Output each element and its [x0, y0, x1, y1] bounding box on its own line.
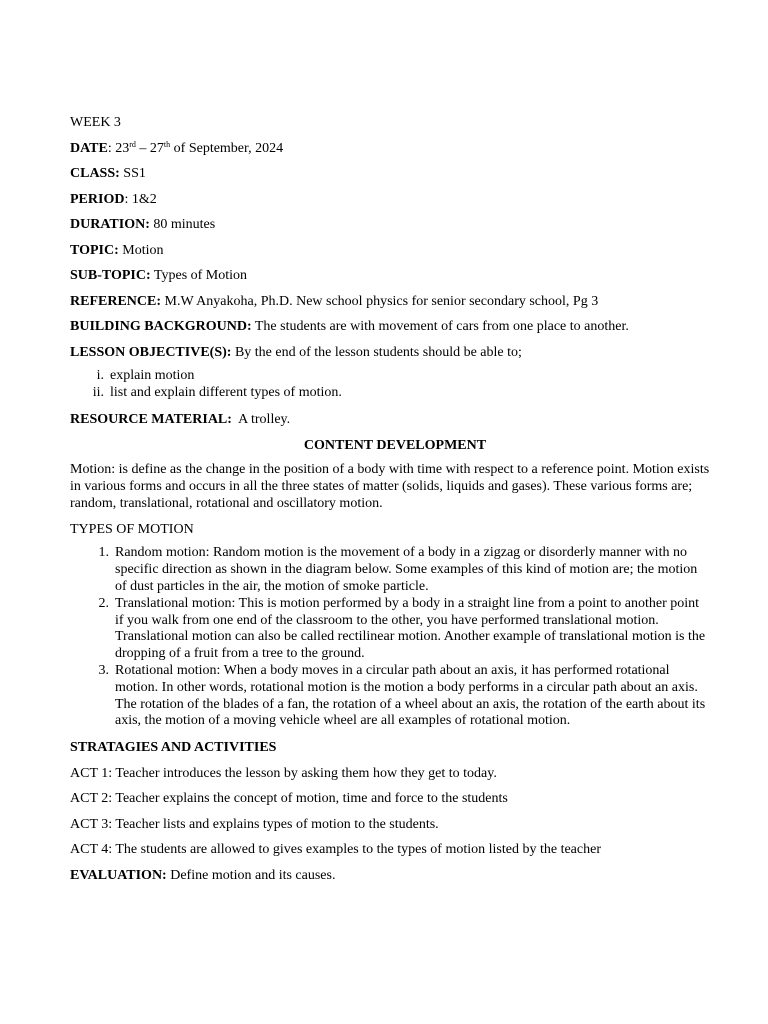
evaluation-label: EVALUATION:	[70, 867, 167, 883]
class-value: SS1	[119, 166, 146, 181]
date-label: DATE	[70, 140, 108, 156]
list-item-number: 2.	[98, 595, 109, 611]
reference-line	[70, 293, 710, 310]
motion-definition-paragraph: Motion: is define as the change in the position of a body with time with respect to a reference point. Motion exists in various forms and occurs in all the three states of matter (solids, liquids and gases). These various forms are; random, translational, rotational and oscillatory motion.	[70, 462, 710, 511]
class-line	[70, 165, 710, 182]
activity-line: ACT 1: Teacher introduces the lesson by asking them how they get to today.	[70, 765, 497, 781]
content-development-heading: CONTENT DEVELOPMENT	[303, 437, 487, 453]
list-item-text: list and explain different types of motion.	[110, 384, 342, 400]
period-label: PERIOD	[70, 191, 125, 207]
date-suffix-start: rd	[129, 139, 136, 149]
building-background-value: The students are with movement of cars from one place to another.	[251, 319, 629, 334]
list-item	[70, 368, 710, 385]
list-item-number: 1.	[98, 545, 109, 561]
duration-value: 80 minutes	[149, 217, 216, 232]
activity-line: ACT 3: Teacher lists and explains types of motion to the students.	[70, 816, 439, 832]
list-item-number: 3.	[98, 662, 109, 678]
topic-value: Motion	[118, 242, 164, 258]
resource-material-line	[70, 411, 710, 428]
reference-label: REFERENCE:	[70, 293, 162, 309]
reference-value: M.W Anyakoha, Ph.D. New school physics for senior secondary school, Pg 3	[161, 293, 599, 309]
date-day-end: 27	[149, 140, 164, 156]
list-item	[70, 545, 710, 595]
subtopic-line	[70, 267, 710, 284]
resource-material-value: A trolley.	[231, 412, 291, 427]
lesson-objective-line	[70, 344, 710, 361]
list-item	[70, 385, 710, 402]
list-item-number: i.	[96, 368, 104, 383]
activity-line: ACT 4: The students are allowed to gives examples to the types of motion listed by the teacher	[70, 842, 601, 858]
list-item-text: Rotational motion: When a body moves in a circular path about an axis, it has performed rotational motion. In other words, rotational motion is the motion a body performs in a circular path about an axis. The rotation of the blades of a fan, the rotation of a wheel about an axis, the rotation of the earth about its axis, the motion of a moving vehicle wheel are all examples of rotational motion.	[115, 662, 706, 729]
building-background-line	[70, 318, 710, 335]
date-line	[70, 140, 710, 157]
types-of-motion-heading: TYPES OF MOTION	[70, 521, 194, 537]
duration-label: DURATION:	[70, 217, 150, 232]
evaluation-line	[70, 867, 710, 884]
week-line: WEEK 3	[70, 115, 121, 130]
activity-line: ACT 2: Teacher explains the concept of motion, time and force to the students	[70, 791, 508, 807]
date-day-start: 23	[115, 140, 130, 156]
period-line	[70, 191, 710, 208]
types-of-motion-list	[70, 545, 710, 730]
lesson-objective-value: By the end of the lesson students should be able to;	[231, 344, 522, 360]
list-item	[70, 596, 710, 663]
date-month-year: of September, 2024	[170, 140, 284, 156]
date-dash: –	[135, 140, 150, 156]
subtopic-value: Types of Motion	[150, 268, 248, 283]
list-item-number: ii.	[92, 384, 104, 400]
duration-line	[70, 216, 710, 233]
resource-material-label: RESOURCE MATERIAL:	[70, 412, 232, 427]
evaluation-value: Define motion and its causes.	[166, 867, 336, 883]
building-background-label: BUILDING BACKGROUND:	[70, 319, 252, 334]
lesson-note	[70, 114, 710, 892]
date-suffix-end: th	[163, 139, 171, 149]
list-item-text: Random motion: Random motion is the movement of a body in a zigzag or disorderly manner with no specific direction as shown in the diagram below. Some examples of this kind of motion are; the motion of dust particles in the air, the motion of smoke particle.	[115, 545, 698, 594]
subtopic-label: SUB-TOPIC:	[70, 268, 151, 283]
objective-list	[70, 368, 710, 401]
lesson-objective-label: LESSON OBJECTIVE(S):	[70, 344, 232, 360]
list-item-text: explain motion	[110, 368, 195, 383]
date-sep: :	[107, 140, 116, 156]
list-item-text: Translational motion: This is motion performed by a body in a straight line from a point to another point if you walk from one end of the classroom to the other, you have performed translational motion. Translational motion can also be called rectilinear motion. Another example of translational motion is the dropping of a fruit from a tree to the ground.	[115, 595, 706, 662]
list-item	[70, 663, 710, 730]
period-value: : 1&2	[124, 191, 157, 207]
topic-line	[70, 242, 710, 259]
strategies-heading: STRATAGIES AND ACTIVITIES	[70, 740, 277, 756]
class-label: CLASS:	[70, 166, 120, 181]
topic-label: TOPIC:	[70, 242, 119, 258]
